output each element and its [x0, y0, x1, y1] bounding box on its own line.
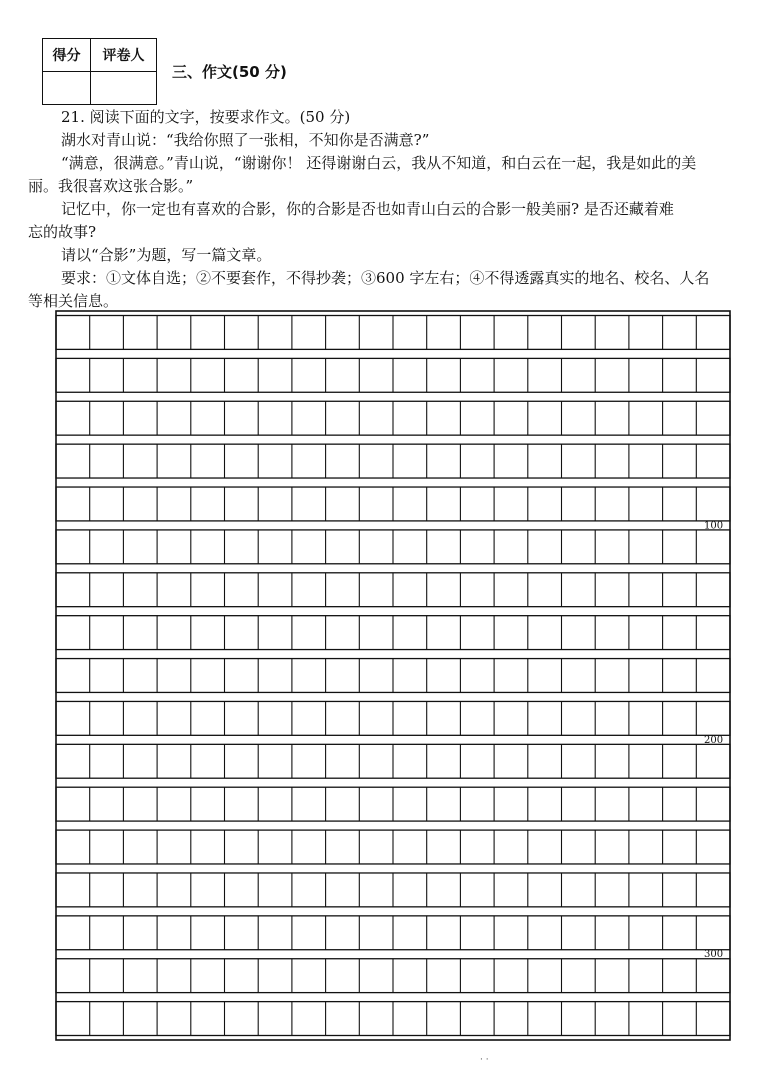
section-title: 三、作文(50 分)	[172, 63, 287, 81]
question-heading: 21. 阅读下面的文字，按要求作文。(50 分)	[61, 108, 351, 126]
grid-row[interactable]	[56, 487, 730, 531]
grader-header: 评卷人	[91, 39, 157, 72]
prompt-line1: 记忆中，你一定也有喜欢的合影，你的合影是否也如青山白云的合影一般美丽? 是否还藏着难	[61, 200, 674, 218]
word-count-marker: 300	[704, 949, 724, 961]
grid-row[interactable]	[56, 701, 730, 745]
grid-row[interactable]	[56, 744, 730, 778]
grid-row[interactable]	[56, 616, 730, 650]
score-header: 得分	[43, 39, 91, 72]
grid-row[interactable]	[56, 573, 730, 607]
grid-row[interactable]	[56, 959, 730, 993]
quote-1: 湖水对青山说：“我给你照了一张相，不知你是否满意?”	[61, 131, 430, 149]
grid-row[interactable]	[56, 444, 730, 478]
quote-2-line2: 丽。我很喜欢这张合影。”	[28, 177, 194, 195]
grid-row[interactable]	[56, 830, 730, 864]
grid-row[interactable]	[56, 787, 730, 821]
grid-row[interactable]	[56, 316, 730, 350]
quote-2-line1: “满意，很满意。”青山说，“谢谢你！ 还得谢谢白云，我从不知道，和白云在一起，我是如此的美	[61, 154, 697, 172]
footer-mark: · ·	[480, 1055, 489, 1065]
requirements-line1: 要求：①文体自选；②不要套作，不得抄袭；③600 字左右；④不得透露真实的地名、校名、人名	[61, 269, 710, 287]
grid-row[interactable]	[56, 916, 730, 960]
grid-row[interactable]	[56, 530, 730, 564]
grid-row[interactable]	[56, 659, 730, 693]
grid-row[interactable]	[56, 401, 730, 435]
grid-row[interactable]	[56, 1002, 730, 1036]
grid-row[interactable]	[56, 873, 730, 907]
prompt-line2: 忘的故事?	[28, 223, 97, 241]
word-count-marker: 200	[704, 734, 724, 746]
grid-row[interactable]	[56, 358, 730, 392]
task-line: 请以“合影”为题，写一篇文章。	[61, 246, 272, 264]
requirements-line2: 等相关信息。	[28, 292, 119, 310]
word-count-marker: 100	[704, 520, 724, 532]
